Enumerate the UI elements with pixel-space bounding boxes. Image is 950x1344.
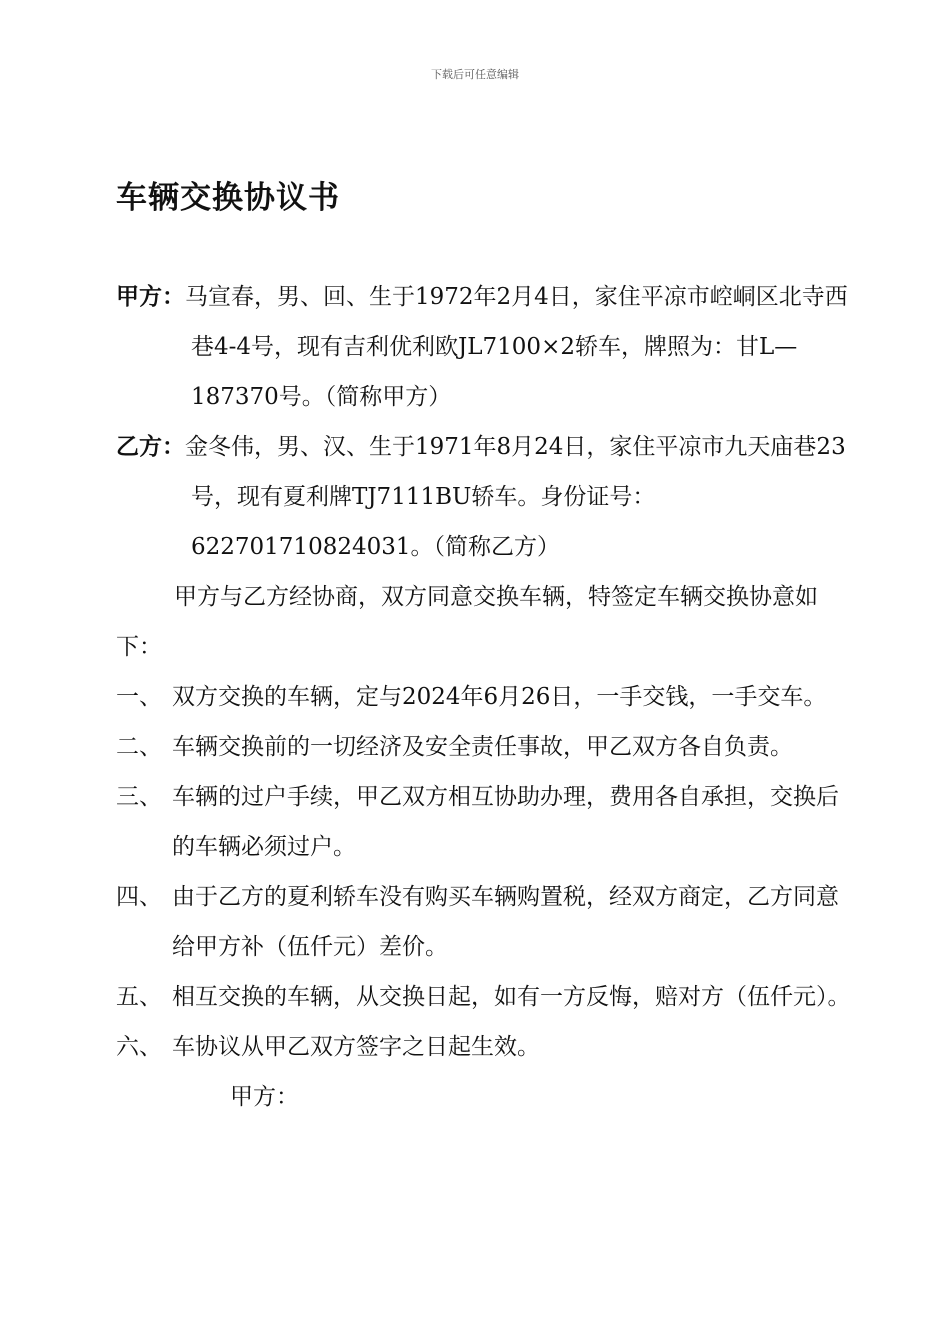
party-b-paragraph (116, 422, 856, 572)
clause-number: 五、 (116, 984, 162, 1010)
clause-4 (116, 872, 856, 972)
party-a-paragraph (116, 272, 856, 422)
clause-2 (116, 722, 856, 772)
signature-label: 甲方： (230, 1084, 299, 1110)
party-b-label: 乙方： (116, 434, 185, 460)
clause-3 (116, 772, 856, 872)
clause-text: 车辆的过户手续，甲乙双方相互协助办理，费用各自承担，交换后的车辆必须过户。 (172, 784, 839, 860)
clause-6 (116, 1022, 856, 1072)
clause-5 (116, 972, 856, 1022)
party-a-text: 马宣春，男、回、生于1972年2月4日，家住平凉市崆峒区北寺西巷4-4号，现有吉利优利欧JL7100×2轿车，牌照为：甘L—187370号。（简称甲方） (185, 284, 848, 410)
clause-number: 一、 (116, 684, 162, 710)
intro-paragraph: 甲方与乙方经协商，双方同意交换车辆，特签定车辆交换协意如下： (116, 584, 818, 660)
clause-text: 由于乙方的夏利轿车没有购买车辆购置税，经双方商定，乙方同意给甲方补（伍仟元）差价。 (172, 884, 839, 960)
header-note: 下载后可任意编辑 (431, 68, 519, 81)
clause-number: 二、 (116, 734, 162, 760)
document-body (116, 272, 856, 1122)
party-b-text: 金冬伟，男、汉、生于1971年8月24日，家住平凉市九天庙巷23号，现有夏利牌TJ7111BU轿车。身份证号：622701710824031。（简称乙方） (185, 434, 846, 560)
clause-number: 三、 (116, 784, 162, 810)
clause-1 (116, 672, 856, 722)
clause-text: 双方交换的车辆，定与2024年6月26日，一手交钱，一手交车。 (172, 684, 827, 710)
clause-text: 相互交换的车辆，从交换日起，如有一方反悔，赔对方（伍仟元）。 (172, 984, 851, 1010)
clause-number: 六、 (116, 1034, 162, 1060)
document-title: 车辆交换协议书 (116, 180, 340, 216)
clause-number: 四、 (116, 884, 162, 910)
clause-text: 车辆交换前的一切经济及安全责任事故，甲乙双方各自负责。 (172, 734, 793, 760)
clause-text: 车协议从甲乙双方签字之日起生效。 (172, 1034, 540, 1060)
party-a-label: 甲方： (116, 284, 185, 310)
